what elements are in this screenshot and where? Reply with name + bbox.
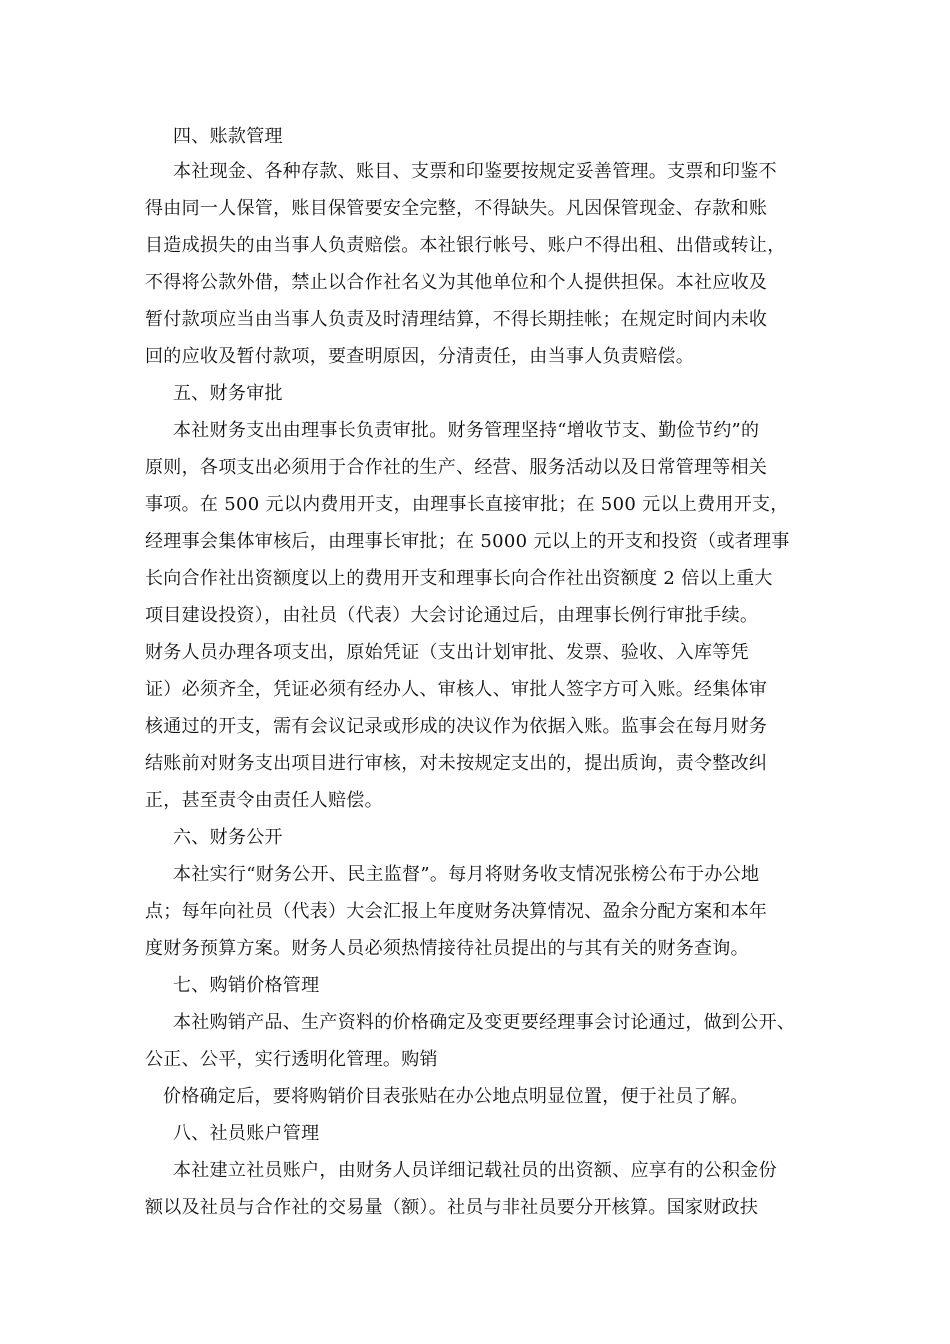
section-heading-approval: 五、财务审批: [173, 383, 283, 404]
section-heading-member-accounts: 八、社员账户管理: [173, 1123, 320, 1144]
paragraph-line: 本社建立社员账户，由财务人员详细记载社员的出资额、应享有的公积金份: [173, 1160, 777, 1181]
paragraph-line: 经理事会集体审核后，由理事长审批；在 5000 元以上的开支和投资（或者理事: [145, 531, 790, 552]
paragraph-line: 财务人员办理各项支出，原始凭证（支出计划审批、发票、验收、入库等凭: [145, 642, 749, 663]
paragraph-line: 价格确定后，要将购销价目表张贴在办公地点明显位置，便于社员了解。: [163, 1086, 749, 1107]
paragraph-line: 点；每年向社员（代表）大会汇报上年度财务决算情况、盈余分配方案和本年: [145, 901, 768, 922]
paragraph-line: 核通过的开支，需有会议记录或形成的决议作为依据入账。监事会在每月财务: [145, 716, 768, 737]
section-heading-pricing: 七、购销价格管理: [173, 975, 320, 996]
paragraph-line: 暂付款项应当由当事人负责及时清理结算，不得长期挂帐；在规定时间内未收: [145, 309, 768, 330]
paragraph-line: 目造成损失的由当事人负责赔偿。本社银行帐号、账户不得出租、出借或转让，: [145, 235, 786, 256]
paragraph-line: 额以及社员与合作社的交易量（额）。社员与非社员要分开核算。国家财政扶: [145, 1197, 759, 1218]
paragraph-line: 长向合作社出资额度以上的费用开支和理事长向合作社出资额度 2 倍以上重大: [145, 568, 773, 589]
paragraph-line: 公正、公平，实行透明化管理。购销: [145, 1049, 438, 1070]
paragraph-line: 本社财务支出由理事长负责审批。财务管理坚持“增收节支、勤俭节约”的: [173, 420, 760, 441]
paragraph-line: 正，甚至责令由责任人赔偿。: [145, 790, 383, 811]
paragraph-line: 结账前对财务支出项目进行审核，对未按规定支出的，提出质询，责令整改纠: [145, 753, 768, 774]
paragraph-line: 回的应收及暂付款项，要查明原因，分清责任，由当事人负责赔偿。: [145, 346, 694, 367]
paragraph-line: 项目建设投资），由社员（代表）大会讨论通过后，由理事长例行审批手续。: [145, 605, 759, 626]
paragraph-line: 原则，各项支出必须用于合作社的生产、经营、服务活动以及日常管理等相关: [145, 457, 768, 478]
paragraph-line: 证）必须齐全，凭证必须有经办人、审核人、审批人签字方可入账。经集体审: [145, 679, 768, 700]
section-heading-disclosure: 六、财务公开: [173, 827, 283, 848]
section-heading-accounts: 四、账款管理: [173, 126, 283, 147]
paragraph-line: 事项。在 500 元以内费用开支，由理事长直接审批；在 500 元以上费用开支，: [145, 494, 789, 515]
paragraph-line: 不得将公款外借，禁止以合作社名义为其他单位和个人提供担保。本社应收及: [145, 272, 768, 293]
paragraph-line: 得由同一人保管，账目保管要安全完整，不得缺失。凡因保管现金、存款和账: [145, 198, 768, 219]
paragraph-line: 本社实行“财务公开、民主监督”。每月将财务收支情况张榜公布于办公地: [173, 864, 760, 885]
paragraph-line: 本社现金、各种存款、账目、支票和印鉴要按规定妥善管理。支票和印鉴不: [173, 161, 777, 182]
paragraph-line: 度财务预算方案。财务人员必须热情接待社员提出的与其有关的财务查询。: [145, 938, 749, 959]
paragraph-line: 本社购销产品、生产资料的价格确定及变更要经理事会讨论通过，做到公开、: [173, 1012, 796, 1033]
